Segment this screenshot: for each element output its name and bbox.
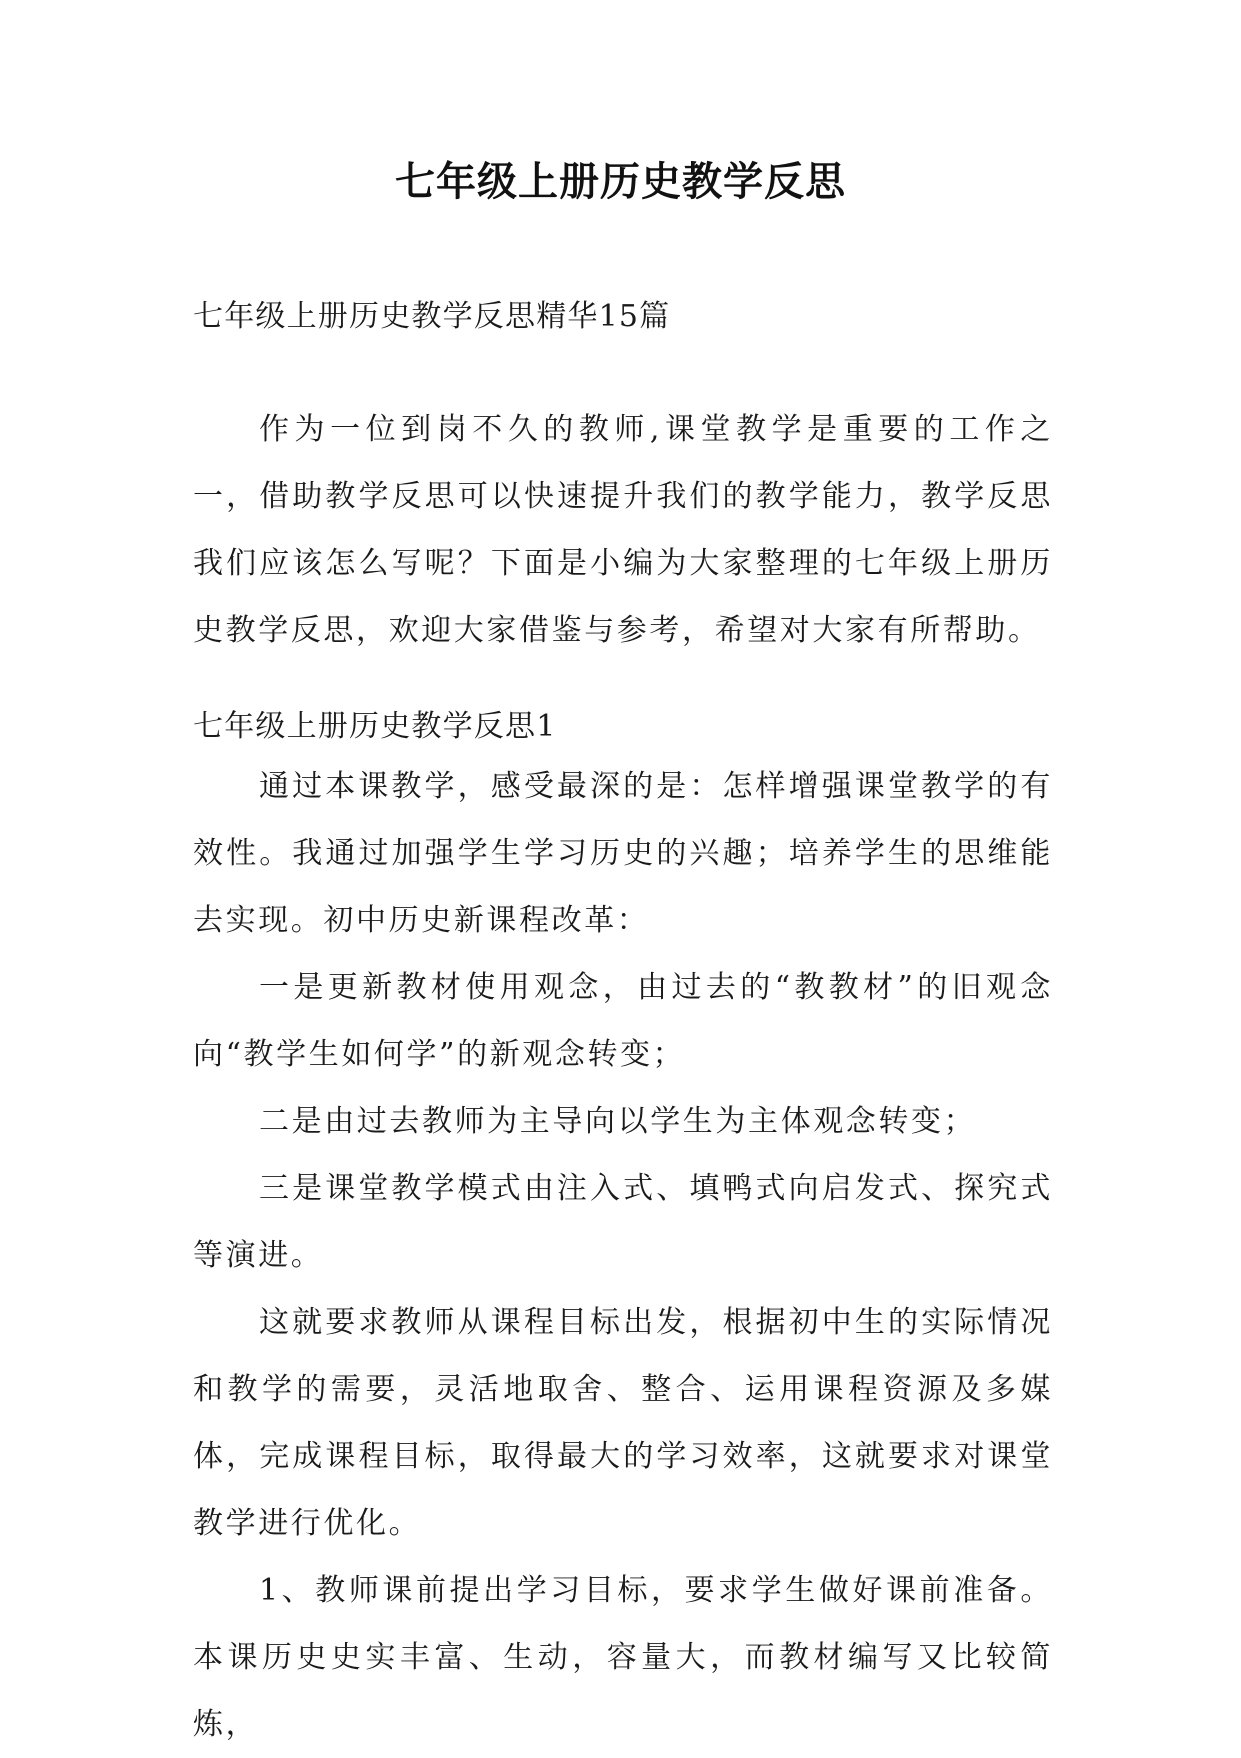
document-title: 七年级上册历史教学反思 (395, 159, 846, 205)
body-paragraph: 1、教师课前提出学习目标，要求学生做好课前准备。本课历史史实丰富、生动，容量大，而教材编写又比较简炼， (193, 1573, 1053, 1742)
body-paragraph: 这就要求教师从课程目标出发，根据初中生的实际情况和教学的需要，灵活地取舍、整合、运用课程资源及多媒体，完成课程目标，取得最大的学习效率，这就要求对课堂教学进行优化。 (193, 1305, 1053, 1541)
section-heading: 七年级上册历史教学反思1 (193, 709, 557, 744)
body-paragraph: 二是由过去教师为主导向以学生为主体观念转变； (259, 1104, 977, 1139)
body-paragraph: 通过本课教学，感受最深的是：怎样增强课堂教学的有效性。我通过加强学生学习历史的兴趣；培养学生的思维能去实现。初中历史新课程改革： (193, 769, 1053, 938)
section-body (193, 753, 1053, 1758)
intro-paragraph: 作为一位到岗不久的教师,课堂教学是重要的工作之一，借助教学反思可以快速提升我们的教学能力，教学反思我们应该怎么写呢？下面是小编为大家整理的七年级上册历史教学反思，欢迎大家借鉴与参考，希望对大家有所帮助。 (193, 412, 1053, 648)
body-paragraph: 一是更新教材使用观念，由过去的“教教材”的旧观念向“教学生如何学”的新观念转变； (193, 970, 1053, 1072)
body-paragraph: 三是课堂教学模式由注入式、填鸭式向启发式、探究式等演进。 (193, 1171, 1053, 1273)
document-subtitle: 七年级上册历史教学反思精华15篇 (193, 299, 671, 334)
